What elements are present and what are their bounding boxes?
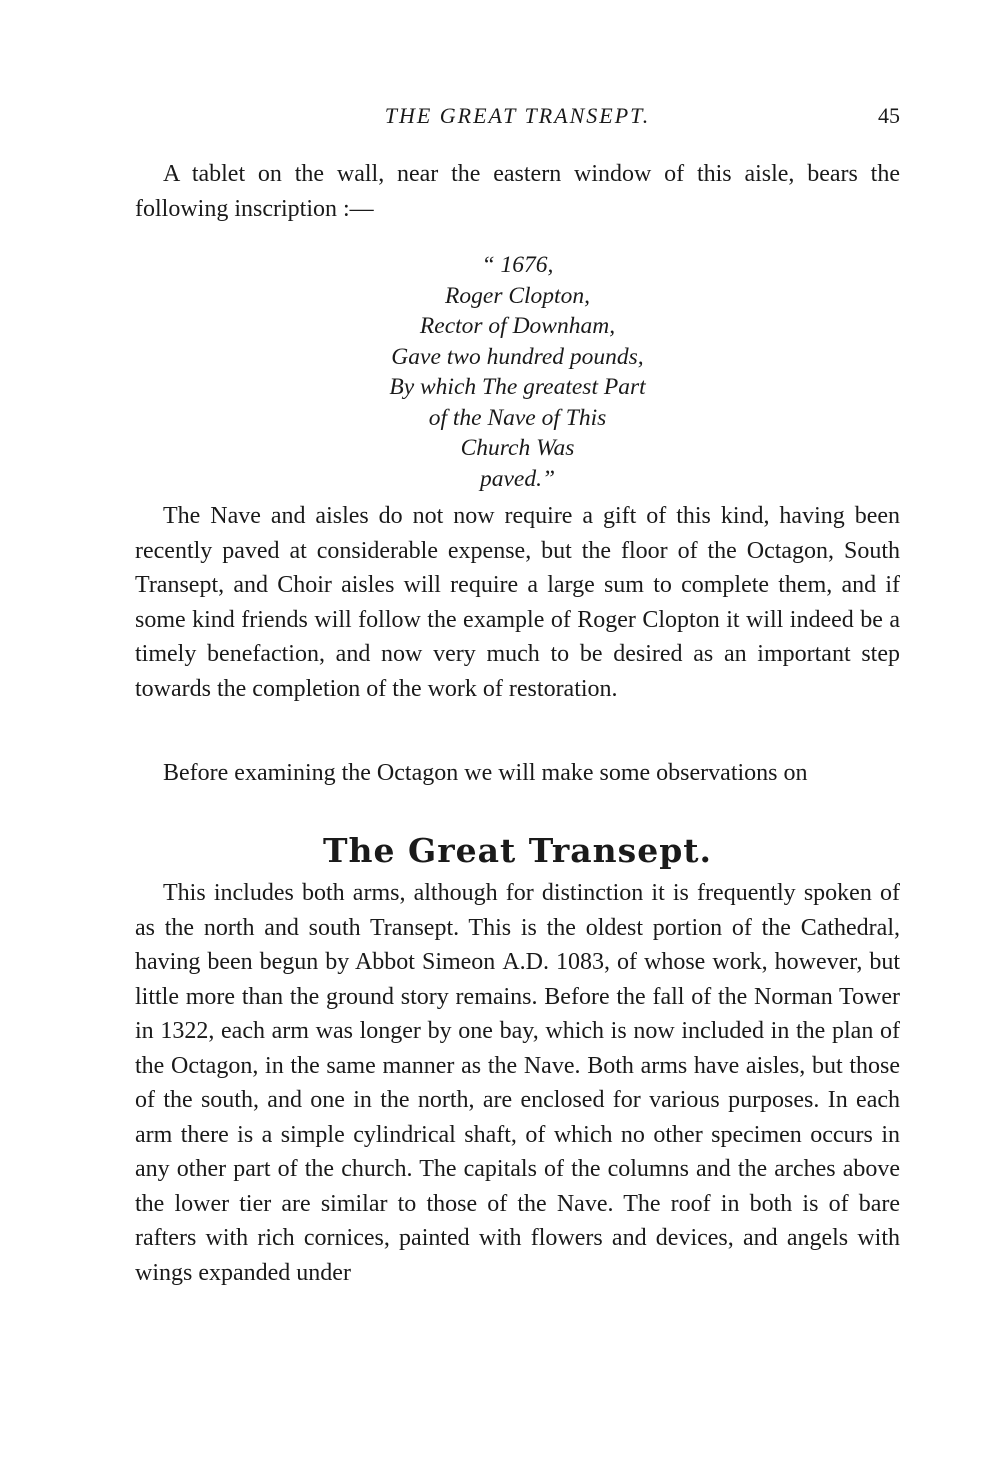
paragraph-before: Before examining the Octagon we will make some observations on <box>163 760 808 786</box>
inscription-line: Church Was <box>460 435 575 461</box>
inscription-line: Roger Clopton, <box>445 282 590 309</box>
running-head <box>135 103 900 139</box>
inscription-line: Gave two hundred pounds, <box>391 343 644 370</box>
inscription-line: “ 1676, <box>481 252 554 278</box>
inscription-line: paved.” <box>479 465 556 492</box>
paragraph-nave: The Nave and aisles do not now require a gift of this kind, having been recently paved at considerable expense, but the floor of the Octagon, South Transept, and Choir aisles will require a large sum to complete them, and if some kind friends will follow the example of Roger Clopton it will indeed be a timely benefaction, and now very much to be desired as an important step towards the completion of the work of restoration. <box>135 503 900 702</box>
inscription-line: of the Nave of This <box>428 404 607 431</box>
era-abbreviation: A.D. <box>502 949 549 975</box>
paragraph-intro: A tablet on the wall, near the eastern window of this aisle, bears the following inscription :— <box>135 161 900 222</box>
running-title: THE GREAT TRANSEPT. <box>384 103 651 128</box>
paragraph-transept <box>135 876 900 1290</box>
inscription-line: Rector of Downham, <box>419 313 616 339</box>
page-number: 45 <box>878 103 900 128</box>
transept-text-part1: This includes both arms, although for distinction it is frequently spoken of as the north and south Transept. This is the oldest portion of the Cathedral, having been begun by Abbot Simeon <box>135 880 900 975</box>
inscription-line: By which The greatest Part <box>389 374 646 400</box>
transept-text-part2: 1083, of whose work, however, but little more than the ground story remains. Before the fall of the Norman Tower in 1322, each arm was longer by one bay, which is now included in the plan of the Octagon, in the same manner as the Nave. Both arms have aisles, but those of the south, and one in the north, are enclosed for various purposes. In each arm there is a simple cylindrical shaft, of which no other specimen occurs in any other part of the church. The capitals of the columns and the arches above the lower tier are similar to those of the Nave. The roof in both is of bare rafters with rich cornices, painted with flowers and devices, and angels with wings expanded under <box>135 949 900 1286</box>
section-heading: The Great Transept. <box>322 831 712 870</box>
inscription-block <box>135 250 900 494</box>
